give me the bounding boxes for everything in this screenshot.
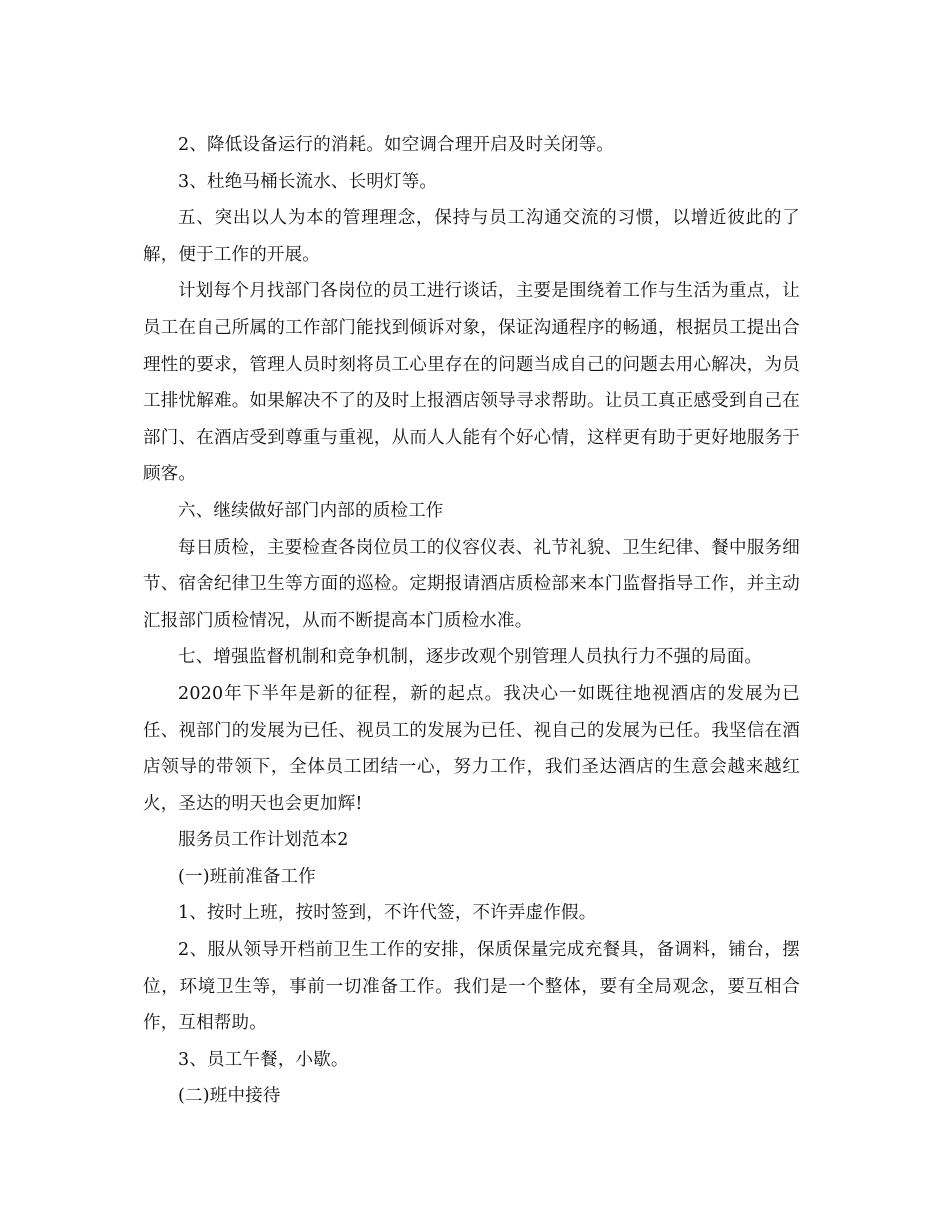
paragraph-no-running-water: 3、杜绝马桶长流水、长明灯等。 (178, 171, 438, 192)
paragraph-staff-talks: 计划每个月找部门各岗位的员工进行谈话，主要是围绕着工作与生活为重点，让员工在自己所属的工作部门能找到倾诉对象，保证沟通程序的畅通，根据员工提出合理性的要求，管理人员时刻将员工心里存在的问题当成自己的问题去用心解决，为员工排忧解难。如果解决不了的及时上报酒店领导寻求帮助。让员工真正感受到自己在部门、在酒店受到尊重与重视，从而人人能有个好心情，这样更有助于更好地服务于顾客。 (143, 281, 800, 485)
paragraph-new-journey: 2020年下半年是新的征程，新的起点。我决心一如既往地视酒店的发展为已任、视部门的发展为已任、视员工的发展为已任、视自己的发展为已任。我坚信在酒店领导的带领下，全体员工团结一心，努力工作，我们圣达酒店的生意会越来越红火，圣达的明天也会更加辉! (143, 683, 800, 814)
section-heading-pre-shift: (一)班前准备工作 (178, 866, 316, 887)
section-heading-five: 五、突出以人为本的管理理念，保持与员工沟通交流的习惯，以增近彼此的了解，便于工作的开展。 (143, 208, 800, 265)
paragraph-staff-lunch: 3、员工午餐，小歇。 (178, 1049, 349, 1070)
section-heading-in-shift: (二)班中接待 (178, 1086, 281, 1107)
paragraph-preparation: 2、服从领导开档前卫生工作的安排，保质保量完成充餐具，备调料，铺台，摆位，环境卫生等，事前一切准备工作。我们是一个整体，要有全局观念，要互相合作，互相帮助。 (143, 940, 800, 1034)
paragraph-punctuality: 1、按时上班，按时签到，不许代签，不许弄虚作假。 (178, 903, 597, 924)
section-heading-six: 六、继续做好部门内部的质检工作 (178, 500, 444, 521)
paragraph-daily-inspection: 每日质检，主要检查各岗位员工的仪容仪表、礼节礼貌、卫生纪律、餐中服务细节、宿舍纪律卫生等方面的巡检。定期报请酒店质检部来本门监督指导工作，并主动汇报部门质检情况，从而不断提高本门质检水准。 (143, 537, 800, 631)
section-heading-seven: 七、增强监督机制和竞争机制，逐步改观个别管理人员执行力不强的局面。 (178, 647, 763, 668)
paragraph-energy-saving-equipment: 2、降低设备运行的消耗。如空调合理开启及时关闭等。 (178, 135, 615, 155)
document-subtitle-template-2: 服务员工作计划范本2 (178, 830, 349, 851)
